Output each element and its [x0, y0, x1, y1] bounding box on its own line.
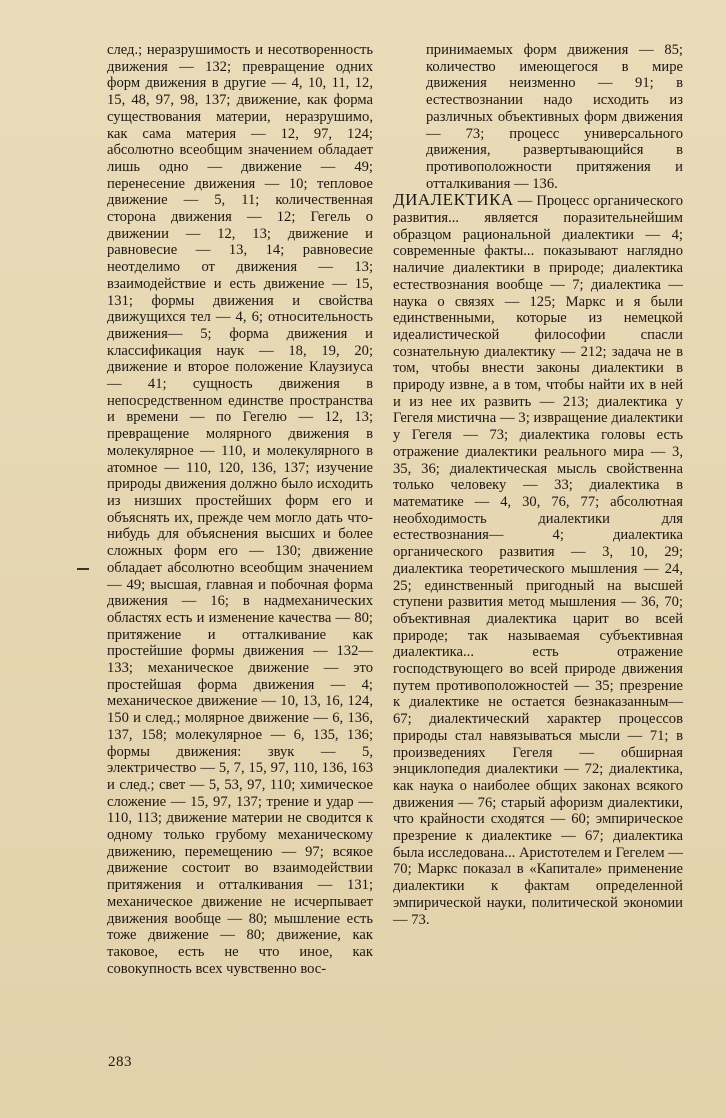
index-column-right: [393, 42, 683, 928]
page-number: 283: [108, 1054, 132, 1070]
index-entry-continuation: след.; неразрушимость и несотворенность движения — 132; превращение одних форм движения в другие — 4, 10, 11, 12, 15, 48, 97, 98, 137; движение, как форма существования материи, неразрушимо, как сама материя — 12, 97, 124; абсолютно всеобщим значением обладает лишь одно — движение — 49; перенесение движения — 10; тепловое движение — 5, 11; количественная сторона движения — 12; Гегель о движении — 12, 13; движение и равновесие — 13, 14; равновесие неотделимо от движения — 13; взаимодействие и есть движение — 15, 131; формы движения и свойства движущихся тел — 4, 6; относительность движения— 5; форма движения и классификация наук — 18, 19, 20; движение и второе положение Клаузиуса— 41; сущность движения в непосредственном единстве пространства и времени — по Гегелю — 12, 13; превращение молярного движения в молекулярное — 110, и молекулярного в атомное — 110, 120, 136, 137; изучение природы движения должно было исходить из низших простейших форм его и объяснять их, прежде чем могло дать что-нибудь для объяснения высших и более сложных форм его — 130; движение обладает абсолютно всеобщим значением — 49; высшая, главная и побочная форма движения — 16; в надмеханических областях есть и изменение качества — 80; притяжение и отталкивание как простейшие формы движения — 132—133; механическое движение — это простейшая форма движения — 4; механическое движение — 10, 13, 16, 124, 150 и след.; молярное движение — 6, 136, 137, 158; молекулярное — 6, 135, 136; формы движения: звук — 5, электричество — 5, 7, 15, 97, 110, 136, 163 и след.; свет — 5, 53, 97, 110; химическое сложение — 15, 97, 137; трение и удар — 110, 113; движение материи не сводится к одному только грубому механическому движению, перемещению — 97; всякое движение состоит во взаимодействии притяжения и отталкивания — 131; механическое движение не исчерпывает движения вообще — 80; мышление есть тоже движение — 80; движение, как таковое, есть не что иное, как совокупность всех чувственно вос-: [107, 42, 373, 977]
index-column-left: [107, 42, 373, 977]
entry-text: — Процесс органического развития... является поразительнейшим образцом рациональной диалектики — 4; современные факты... показывают наглядно наличие диалектики в природе; диалектика естествознания вообще — 7; диалектика — наука о связях — 125; Маркс и я были единственными, которые из немецкой идеалистической философии спасли сознательную диалектику — 212; задача не в том, чтобы внести законы диалектики в природу извне, а в том, чтобы найти их в ней и из нее их развить — 213; диалектика у Гегеля мистична — 3; извращение диалектики у Гегеля — 73; диалектика головы есть отражение диалектики реального мира — 3, 35, 36; диалектическая мысль свойственна только человеку — 33; диалектика в математике — 4, 30, 76, 77; абсолютная необходимость диалектики для естествознания— 4; диалектика органического развития — 3, 10, 29; диалектика теоретического мышления — 24, 25; единственный пригодный на высшей ступени развития метод мышления — 36, 70; объективная диалектика царит во всей природе; так называемая субъективная диалектика... есть отражение господствующего во всей природе движения путем противоположностей — 35; презрение к диалектике не остается безнаказанным— 67; диалектический характер процессов природы стал навязываться мысли — 71; в произведениях Гегеля — обширная энциклопедия диалектики — 72; диалектика, как наука о наиболее общих законах всякого движения — 76; старый афоризм диалектики, что крайности сходятся — 60; эмпирическое презрение к диалектике — 67; диалектика была исследована... Аристотелем и Гегелем — 70; Маркс показал в «Капитале» применение диалектики к фактам определенной эмпирической науки, политической экономии — 73.: [393, 193, 683, 928]
index-entry-dialectics: [393, 190, 683, 928]
margin-mark: [77, 568, 89, 570]
entry-heading: ДИАЛЕКТИКА: [393, 190, 514, 210]
index-entry-continuation-right: принимаемых форм движения — 85; количество имеющегося в мире движения неизменно — 91; в естествознании надо исходить из различных объективных форм движения — 73; процесс универсального движения, развертывающийся в противоположности притяжения и отталкивания — 136.: [426, 42, 683, 192]
